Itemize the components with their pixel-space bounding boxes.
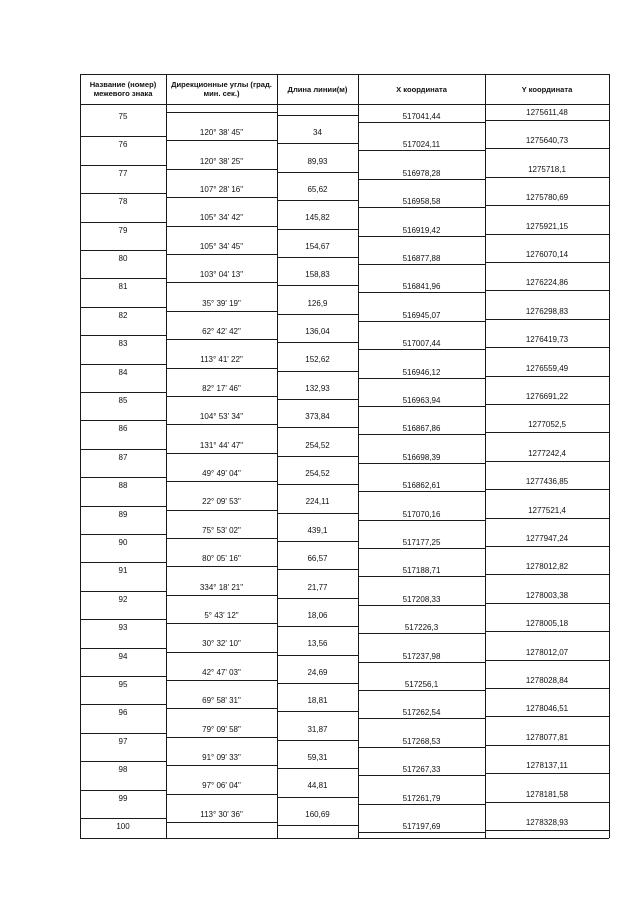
table-row-divider bbox=[166, 708, 277, 709]
point-number: 79 bbox=[118, 225, 128, 235]
point-number: 97 bbox=[118, 736, 128, 746]
table-row-divider bbox=[166, 424, 277, 425]
table-row-divider bbox=[166, 453, 277, 454]
table-row-divider bbox=[485, 347, 609, 348]
table-row-divider bbox=[277, 172, 358, 173]
point-number: 81 bbox=[118, 282, 128, 292]
line-length-cell: 66,57 bbox=[307, 554, 328, 564]
x-coordinate-cell: 516698,39 bbox=[402, 452, 441, 462]
y-coordinate-cell: 1275718,1 bbox=[528, 164, 566, 174]
table-row-divider bbox=[277, 655, 358, 656]
y-coordinate-cell: 1276070,14 bbox=[525, 250, 569, 259]
y-coordinate-cell: 1278028,84 bbox=[525, 676, 569, 685]
table-row-divider bbox=[358, 179, 485, 180]
table-row-divider bbox=[358, 207, 485, 208]
point-number: 100 bbox=[116, 822, 130, 831]
table-row-divider bbox=[166, 680, 277, 681]
direction-angle-cell: 82° 17' 46" bbox=[202, 383, 241, 393]
y-coordinate-cell: 1277947,24 bbox=[525, 534, 569, 543]
header-line-length: Длина линии(м) bbox=[287, 84, 348, 94]
direction-angle-cell: 42° 47' 03" bbox=[202, 667, 241, 677]
table-row-divider bbox=[358, 662, 485, 663]
y-coordinate-cell: 1278012,07 bbox=[525, 647, 569, 657]
header-x-coordinate: X координата bbox=[396, 84, 447, 94]
point-number: 85 bbox=[118, 396, 128, 405]
table-row-divider bbox=[277, 342, 358, 343]
header-y-coordinate: Y координата bbox=[521, 84, 573, 94]
direction-angle-cell: 103° 04' 13" bbox=[199, 270, 244, 280]
direction-angle-cell: 104° 53' 34" bbox=[199, 412, 244, 422]
table-top-border bbox=[80, 74, 609, 75]
point-number: 93 bbox=[118, 623, 128, 633]
table-row-divider bbox=[277, 825, 358, 826]
table-row-divider bbox=[358, 718, 485, 719]
y-coordinate-cell: 1276559,49 bbox=[525, 363, 569, 373]
table-row-divider bbox=[166, 112, 277, 113]
line-length-cell: 152,62 bbox=[305, 355, 330, 365]
point-number: 91 bbox=[118, 566, 128, 576]
direction-angle-cell: 91° 09' 33" bbox=[202, 753, 241, 762]
y-coordinate-cell: 1278137,11 bbox=[526, 761, 568, 771]
table-row-divider bbox=[485, 802, 609, 803]
table-row-divider bbox=[485, 603, 609, 604]
y-coordinate-cell: 1278328,93 bbox=[525, 818, 569, 827]
table-row-divider bbox=[166, 623, 277, 624]
x-coordinate-cell: 516946,12 bbox=[402, 367, 441, 377]
direction-angle-cell: 62° 42' 42" bbox=[202, 327, 241, 336]
y-coordinate-cell: 1275780,69 bbox=[525, 193, 569, 203]
table-row-divider bbox=[166, 226, 277, 227]
table-row-divider bbox=[277, 229, 358, 230]
point-number: 86 bbox=[118, 424, 128, 434]
table-row-divider bbox=[80, 165, 166, 166]
y-coordinate-cell: 1278077,81 bbox=[525, 732, 569, 742]
line-length-cell: 24,69 bbox=[307, 667, 328, 677]
table-row-divider bbox=[358, 747, 485, 748]
direction-angle-cell: 80° 05' 16" bbox=[202, 554, 241, 564]
line-length-cell: 126,9 bbox=[307, 298, 328, 308]
table-row-divider bbox=[80, 250, 166, 251]
line-length-cell: 59,31 bbox=[307, 753, 328, 762]
table-row-divider bbox=[80, 733, 166, 734]
table-row-divider bbox=[277, 683, 358, 684]
x-coordinate-cell: 517007,44 bbox=[402, 339, 441, 349]
y-coordinate-cell: 1275640,73 bbox=[525, 136, 569, 146]
table-row-divider bbox=[80, 136, 166, 137]
table-row-divider bbox=[277, 257, 358, 258]
table-row-divider bbox=[166, 396, 277, 397]
direction-angle-cell: 131° 44' 47" bbox=[199, 440, 244, 450]
point-number: 78 bbox=[118, 197, 128, 207]
point-number: 75 bbox=[118, 112, 128, 121]
line-length-cell: 132,93 bbox=[305, 383, 330, 393]
table-row-divider bbox=[80, 222, 166, 223]
point-number: 89 bbox=[118, 509, 128, 519]
x-coordinate-cell: 517226,3 bbox=[404, 623, 439, 633]
table-row-divider bbox=[80, 648, 166, 649]
direction-angle-cell: 107° 28' 16" bbox=[199, 185, 244, 194]
table-row-divider bbox=[485, 120, 609, 121]
direction-angle-cell: 30° 32' 10" bbox=[202, 639, 241, 649]
x-coordinate-cell: 517177,25 bbox=[402, 538, 441, 547]
table-row-divider bbox=[277, 399, 358, 400]
table-row-divider bbox=[166, 169, 277, 170]
y-coordinate-cell: 1278012,82 bbox=[525, 562, 569, 572]
table-row-divider bbox=[358, 576, 485, 577]
table-row-divider bbox=[80, 449, 166, 450]
table-row-divider bbox=[166, 197, 277, 198]
x-coordinate-cell: 517070,16 bbox=[402, 509, 441, 519]
table-row-divider bbox=[358, 633, 485, 634]
table-row-divider bbox=[166, 737, 277, 738]
line-length-cell: 160,69 bbox=[305, 809, 330, 819]
table-row-divider bbox=[80, 335, 166, 336]
x-coordinate-cell: 516963,94 bbox=[402, 396, 441, 405]
x-coordinate-cell: 517261,79 bbox=[402, 793, 441, 803]
table-row-divider bbox=[166, 140, 277, 141]
table-row-divider bbox=[80, 790, 166, 791]
table-row-divider bbox=[358, 463, 485, 464]
table-row-divider bbox=[166, 566, 277, 567]
table-row-divider bbox=[80, 818, 166, 819]
line-length-cell: 224,11 bbox=[305, 497, 330, 507]
x-coordinate-cell: 517197,69 bbox=[402, 822, 441, 831]
x-coordinate-cell: 516945,07 bbox=[402, 310, 441, 320]
table-row-divider bbox=[358, 349, 485, 350]
x-coordinate-cell: 516862,61 bbox=[402, 481, 441, 491]
table-row-divider bbox=[80, 506, 166, 507]
table-row-divider bbox=[166, 822, 277, 823]
table-row-divider bbox=[358, 775, 485, 776]
table-row-divider bbox=[358, 605, 485, 606]
direction-angle-cell: 120° 38' 45" bbox=[199, 128, 244, 138]
table-row-divider bbox=[277, 371, 358, 372]
direction-angle-cell: 79° 09' 58" bbox=[202, 724, 241, 734]
table-row-divider bbox=[358, 378, 485, 379]
table-row-divider bbox=[485, 290, 609, 291]
point-number: 95 bbox=[118, 680, 128, 689]
table-row-divider bbox=[485, 716, 609, 717]
table-row-divider bbox=[277, 711, 358, 712]
y-coordinate-cell: 1275611,48 bbox=[526, 108, 568, 117]
direction-angle-cell: 113° 41' 22" bbox=[200, 355, 243, 365]
table-row-divider bbox=[80, 534, 166, 535]
y-coordinate-cell: 1278005,18 bbox=[525, 619, 569, 629]
point-number: 76 bbox=[118, 140, 128, 150]
table-row-divider bbox=[485, 631, 609, 632]
table-row-divider bbox=[277, 740, 358, 741]
table-row-divider bbox=[277, 115, 358, 116]
table-row-divider bbox=[277, 143, 358, 144]
point-number: 92 bbox=[118, 594, 128, 604]
x-coordinate-cell: 517267,33 bbox=[402, 765, 441, 775]
table-row-divider bbox=[277, 513, 358, 514]
line-length-cell: 158,83 bbox=[305, 270, 330, 280]
header-direction-angle: Дирекционные углы (град. мин. сек.) bbox=[171, 80, 272, 98]
x-coordinate-cell: 516958,58 bbox=[402, 197, 441, 207]
x-coordinate-cell: 517237,98 bbox=[402, 651, 441, 661]
x-coordinate-cell: 516841,96 bbox=[402, 282, 441, 292]
table-row-divider bbox=[166, 510, 277, 511]
y-coordinate-cell: 1277052,5 bbox=[528, 420, 566, 430]
line-length-cell: 145,82 bbox=[305, 213, 330, 223]
table-row-divider bbox=[485, 234, 609, 235]
table-row-divider bbox=[485, 432, 609, 433]
table-row-divider bbox=[485, 546, 609, 547]
table-row-divider bbox=[80, 364, 166, 365]
point-number: 99 bbox=[118, 793, 128, 803]
direction-angle-cell: 22° 09' 53" bbox=[202, 497, 241, 507]
line-length-cell: 44,81 bbox=[307, 781, 328, 791]
table-row-divider bbox=[80, 193, 166, 194]
x-coordinate-cell: 517188,71 bbox=[402, 566, 441, 576]
x-coordinate-cell: 517262,54 bbox=[402, 708, 441, 718]
table-row-divider bbox=[277, 314, 358, 315]
direction-angle-cell: 105° 34' 45" bbox=[199, 241, 244, 251]
y-coordinate-cell: 1275921,15 bbox=[525, 221, 569, 231]
table-row-divider bbox=[166, 282, 277, 283]
direction-angle-cell: 97° 06' 04" bbox=[202, 781, 241, 791]
table-row-divider bbox=[358, 491, 485, 492]
x-coordinate-cell: 516867,86 bbox=[402, 424, 441, 434]
table-row-divider bbox=[166, 765, 277, 766]
table-header-border bbox=[80, 104, 609, 105]
table-row-divider bbox=[80, 307, 166, 308]
table-row-divider bbox=[485, 404, 609, 405]
table-row-divider bbox=[485, 376, 609, 377]
header-point-name: Название (номер) межевого знака bbox=[89, 80, 157, 98]
table-row-divider bbox=[485, 262, 609, 263]
y-coordinate-cell: 1277521,4 bbox=[528, 505, 566, 515]
line-length-cell: 31,87 bbox=[307, 724, 328, 734]
table-row-divider bbox=[80, 704, 166, 705]
x-coordinate-cell: 517256,1 bbox=[404, 680, 439, 689]
line-length-cell: 18,81 bbox=[307, 696, 328, 706]
direction-angle-cell: 69° 58' 31" bbox=[202, 696, 241, 706]
table-row-divider bbox=[358, 150, 485, 151]
y-coordinate-cell: 1278046,51 bbox=[525, 704, 569, 714]
table-row-divider bbox=[166, 794, 277, 795]
table-row-divider bbox=[485, 148, 609, 149]
table-row-divider bbox=[485, 574, 609, 575]
y-coordinate-cell: 1278003,38 bbox=[525, 590, 569, 600]
line-length-cell: 254,52 bbox=[305, 440, 330, 450]
point-number: 88 bbox=[118, 481, 128, 491]
table-row-divider bbox=[277, 598, 358, 599]
table-row-divider bbox=[277, 768, 358, 769]
direction-angle-cell: 120° 38' 25" bbox=[199, 156, 244, 166]
table-row-divider bbox=[358, 434, 485, 435]
table-row-divider bbox=[80, 562, 166, 563]
table-row-divider bbox=[358, 321, 485, 322]
x-coordinate-cell: 517024,11 bbox=[402, 140, 441, 150]
table-row-divider bbox=[80, 591, 166, 592]
table-row-divider bbox=[485, 489, 609, 490]
point-number: 77 bbox=[118, 168, 128, 178]
x-coordinate-cell: 516919,42 bbox=[402, 225, 441, 235]
point-number: 94 bbox=[118, 651, 128, 661]
point-number: 96 bbox=[118, 708, 128, 718]
table-bottom-border bbox=[80, 838, 609, 839]
x-coordinate-cell: 516877,88 bbox=[402, 254, 441, 263]
y-coordinate-cell: 1276419,73 bbox=[525, 335, 569, 345]
table-row-divider bbox=[277, 456, 358, 457]
table-row-divider bbox=[80, 392, 166, 393]
table-row-divider bbox=[485, 830, 609, 831]
line-length-cell: 21,77 bbox=[307, 582, 328, 592]
table-row-divider bbox=[358, 264, 485, 265]
table-row-divider bbox=[485, 319, 609, 320]
table-row-divider bbox=[166, 339, 277, 340]
line-length-cell: 13,56 bbox=[307, 639, 328, 649]
line-length-cell: 154,67 bbox=[305, 241, 330, 251]
table-row-divider bbox=[358, 804, 485, 805]
table-row-divider bbox=[358, 236, 485, 237]
line-length-cell: 89,93 bbox=[307, 156, 328, 166]
table-row-divider bbox=[80, 278, 166, 279]
table-row-divider bbox=[485, 205, 609, 206]
direction-angle-cell: 49° 49' 04" bbox=[202, 469, 241, 478]
x-coordinate-cell: 517208,33 bbox=[402, 594, 441, 604]
table-row-divider bbox=[485, 518, 609, 519]
x-coordinate-cell: 517041,44 bbox=[402, 112, 441, 121]
table-row-divider bbox=[485, 773, 609, 774]
line-length-cell: 65,62 bbox=[307, 185, 328, 194]
table-row-divider bbox=[277, 484, 358, 485]
y-coordinate-cell: 1276224,86 bbox=[525, 278, 569, 288]
table-row-divider bbox=[358, 406, 485, 407]
table-row-divider bbox=[80, 761, 166, 762]
table-row-divider bbox=[485, 660, 609, 661]
line-length-cell: 373,84 bbox=[305, 412, 330, 422]
table-column-divider bbox=[609, 74, 610, 838]
x-coordinate-cell: 517268,53 bbox=[402, 736, 441, 746]
point-number: 82 bbox=[118, 310, 128, 320]
direction-angle-cell: 334° 18' 21" bbox=[199, 582, 244, 592]
table-row-divider bbox=[358, 520, 485, 521]
y-coordinate-cell: 1276691,22 bbox=[525, 392, 569, 401]
point-number: 84 bbox=[118, 367, 128, 377]
direction-angle-cell: 35° 39' 19" bbox=[202, 298, 241, 308]
direction-angle-cell: 105° 34' 42" bbox=[199, 213, 244, 223]
line-length-cell: 136,04 bbox=[305, 327, 330, 336]
y-coordinate-cell: 1276298,83 bbox=[525, 306, 569, 316]
direction-angle-cell: 113° 30' 36" bbox=[200, 809, 243, 819]
y-coordinate-cell: 1277242,4 bbox=[528, 448, 566, 458]
table-row-divider bbox=[80, 619, 166, 620]
table-row-divider bbox=[277, 200, 358, 201]
table-row-divider bbox=[277, 626, 358, 627]
table-row-divider bbox=[485, 745, 609, 746]
y-coordinate-cell: 1277436,85 bbox=[525, 477, 569, 487]
table-row-divider bbox=[166, 595, 277, 596]
table-row-divider bbox=[277, 569, 358, 570]
table-row-divider bbox=[485, 461, 609, 462]
table-row-divider bbox=[358, 548, 485, 549]
table-row-divider bbox=[485, 177, 609, 178]
table-row-divider bbox=[277, 427, 358, 428]
point-number: 83 bbox=[118, 339, 128, 349]
line-length-cell: 439,1 bbox=[307, 525, 328, 535]
table-row-divider bbox=[485, 688, 609, 689]
table-row-divider bbox=[166, 481, 277, 482]
point-number: 87 bbox=[118, 452, 128, 462]
table-row-divider bbox=[166, 311, 277, 312]
x-coordinate-cell: 516978,28 bbox=[402, 168, 441, 178]
table-row-divider bbox=[80, 477, 166, 478]
point-number: 90 bbox=[118, 538, 128, 547]
line-length-cell: 18,06 bbox=[307, 611, 328, 620]
table-row-divider bbox=[166, 652, 277, 653]
table-row-divider bbox=[358, 690, 485, 691]
table-row-divider bbox=[358, 832, 485, 833]
direction-angle-cell: 75° 53' 02" bbox=[202, 525, 241, 535]
table-row-divider bbox=[277, 797, 358, 798]
point-number: 98 bbox=[118, 765, 128, 775]
table-row-divider bbox=[358, 122, 485, 123]
table-row-divider bbox=[358, 292, 485, 293]
table-row-divider bbox=[166, 368, 277, 369]
point-number: 80 bbox=[118, 254, 128, 263]
line-length-cell: 254,52 bbox=[305, 469, 330, 478]
table-row-divider bbox=[277, 285, 358, 286]
y-coordinate-cell: 1278181,58 bbox=[525, 789, 569, 799]
table-row-divider bbox=[166, 254, 277, 255]
table-row-divider bbox=[80, 676, 166, 677]
direction-angle-cell: 5° 43' 12" bbox=[204, 611, 239, 620]
table-row-divider bbox=[166, 538, 277, 539]
table-row-divider bbox=[277, 541, 358, 542]
table-row-divider bbox=[80, 420, 166, 421]
line-length-cell: 34 bbox=[313, 128, 322, 138]
